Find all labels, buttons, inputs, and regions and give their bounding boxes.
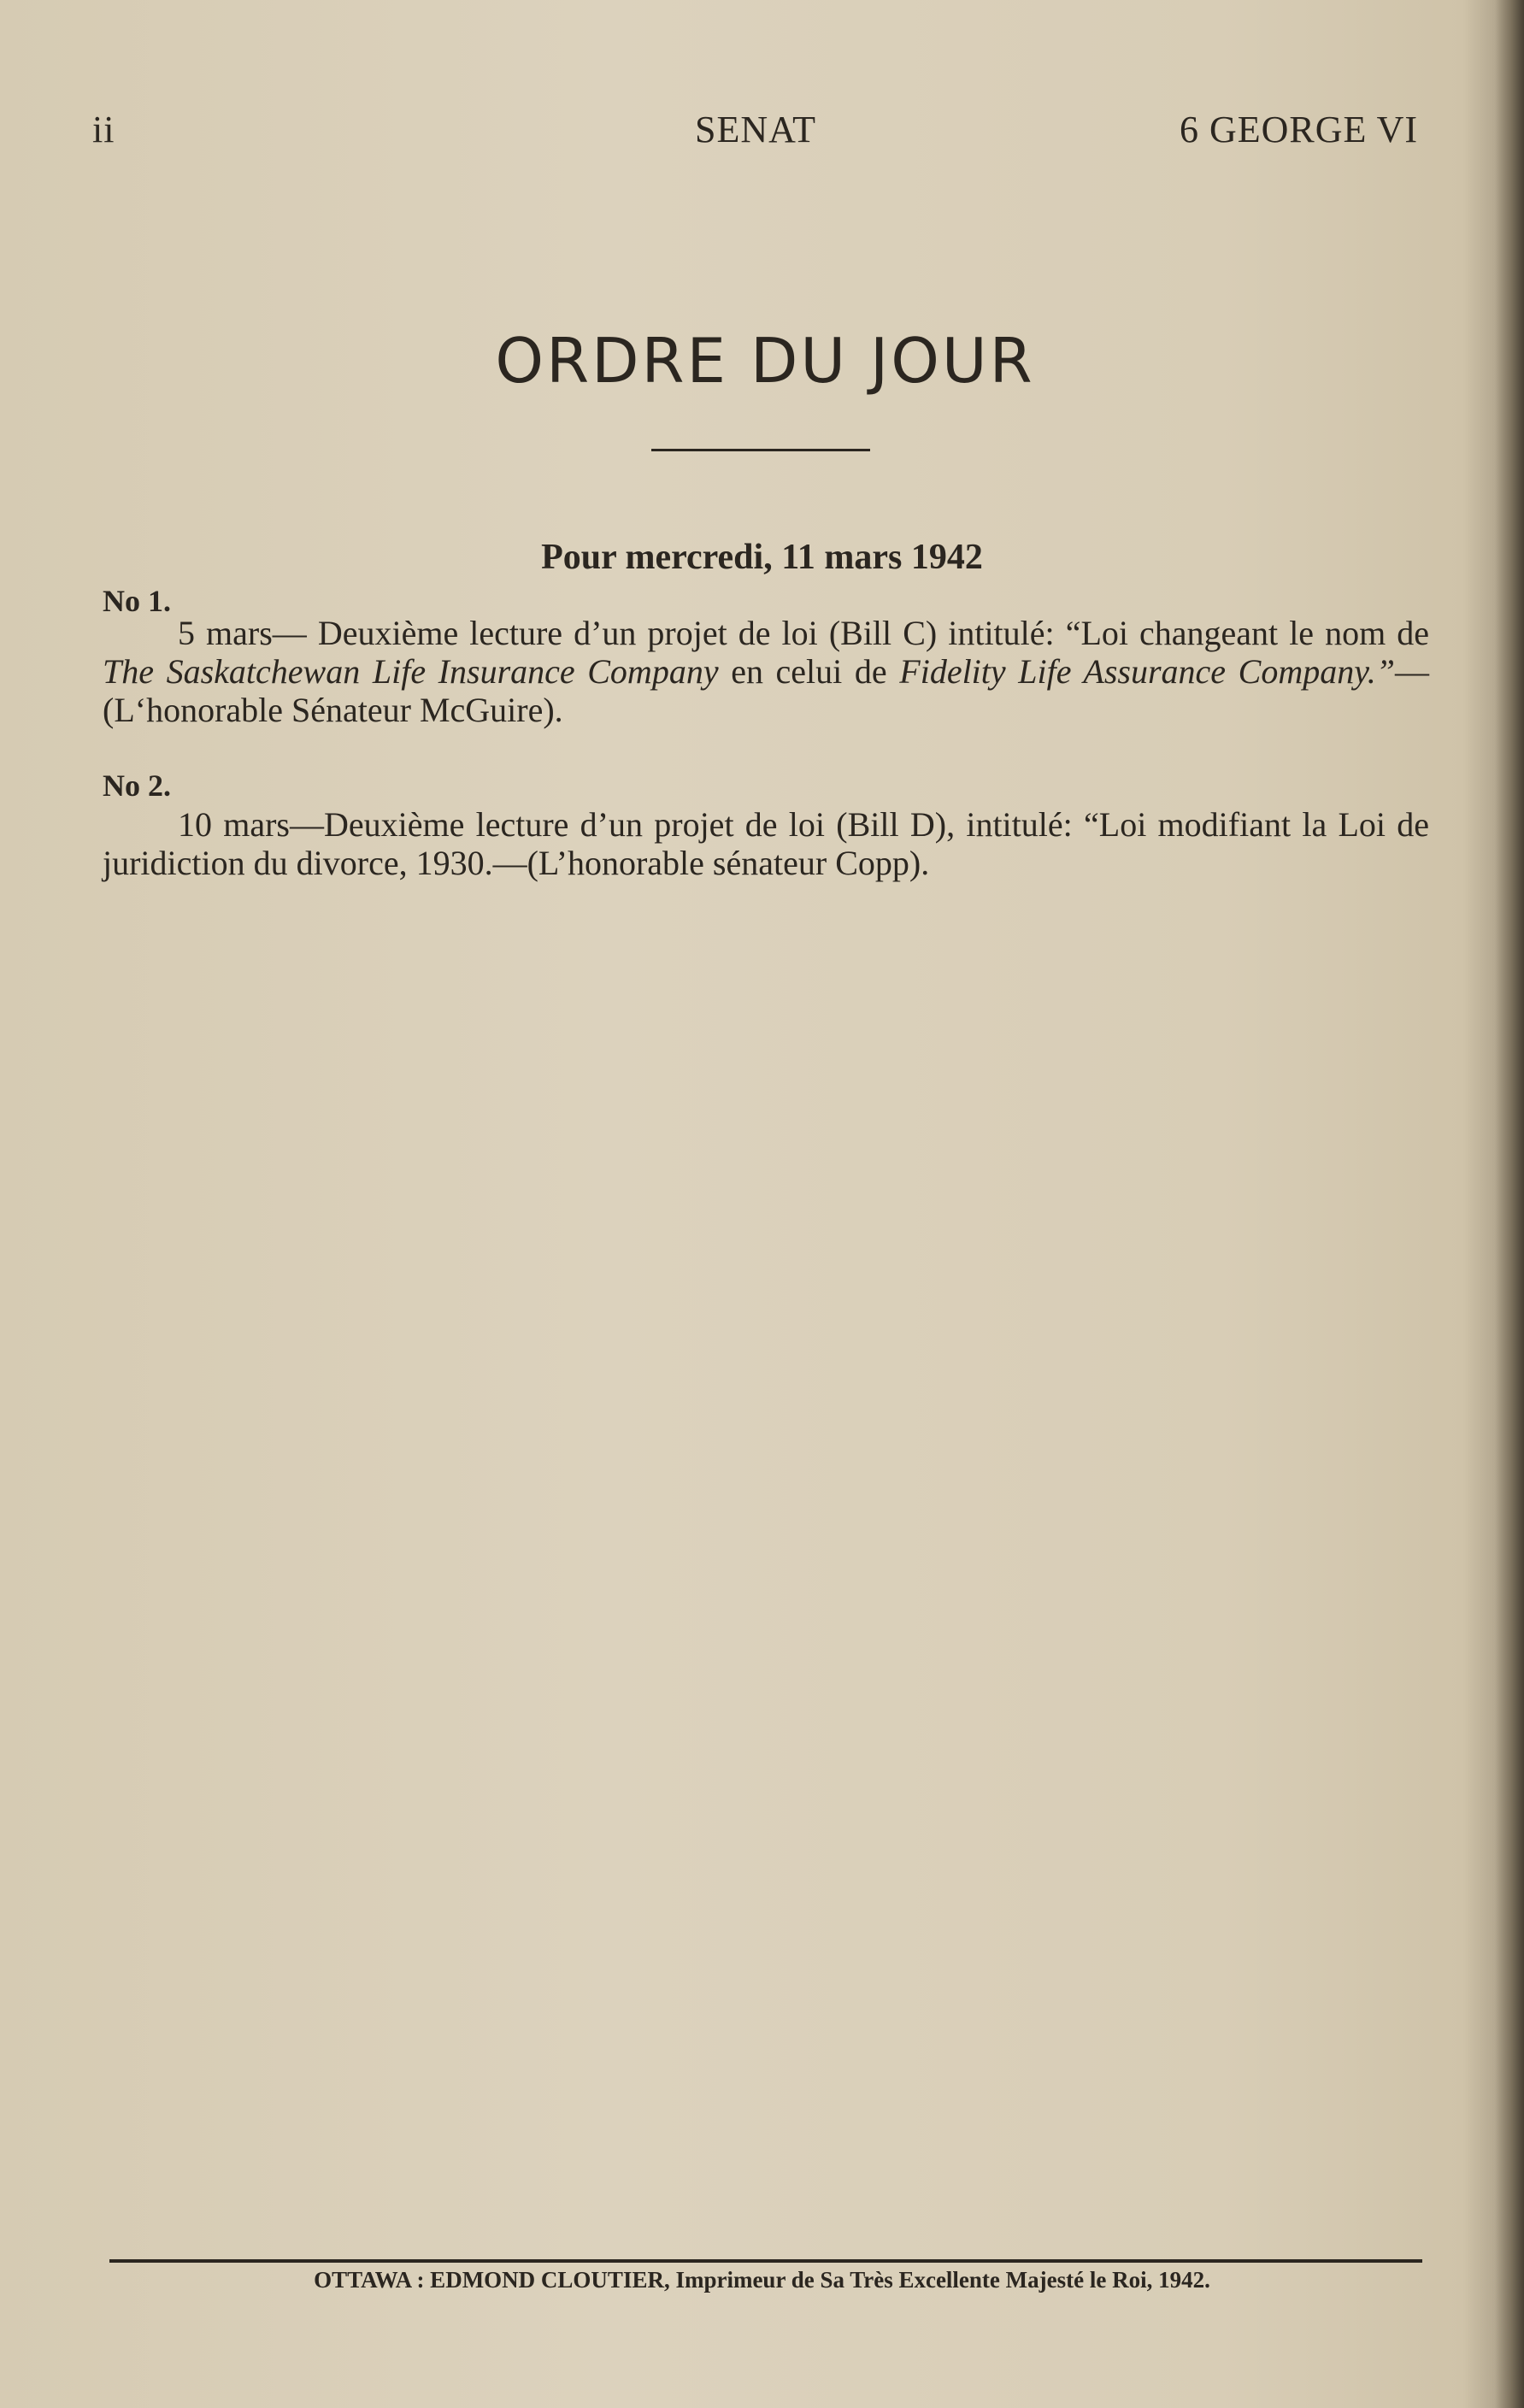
date-heading: Pour mercredi, 11 mars 1942: [541, 538, 983, 577]
title-divider: [651, 449, 870, 451]
footer-divider: [109, 2259, 1422, 2263]
item-text-2: 10 mars—Deuxième lecture d’un projet de loi (Bill D), intitulé: “Loi modifiant la Loi de juridiction du divorce, 1930.—(L’honorable sénateur Copp).: [103, 805, 1429, 882]
item-1-text-part-1: 5 mars— Deuxième lecture d’un projet de loi (Bill C) intitulé: “Loi changeant le nom de: [178, 614, 1429, 652]
item-1-italic-part-2: Fidelity Life Assurance Company.”: [899, 652, 1395, 691]
printer-imprint: OTTAWA : EDMOND CLOUTIER, Imprimeur de Sa Très Excellente Majesté le Roi, 1942.: [314, 2267, 1210, 2293]
item-1-italic-part-1: The Saskatchewan Life Insurance Company: [103, 652, 719, 691]
item-number-1: No 1.: [103, 584, 171, 618]
running-header-session: 6 GEORGE VI: [1179, 109, 1418, 150]
item-1-text-part-3: —(L‘honorable Sénateur McGuire).: [103, 652, 1429, 729]
running-header-chamber: SENAT: [695, 109, 816, 150]
page-number: ii: [92, 109, 115, 150]
item-number-2: No 2.: [103, 768, 171, 803]
page-title: ORDRE DU JOUR: [495, 325, 1035, 397]
item-1-text-part-2: en celui de: [718, 652, 900, 691]
item-text-1: [103, 614, 1429, 729]
